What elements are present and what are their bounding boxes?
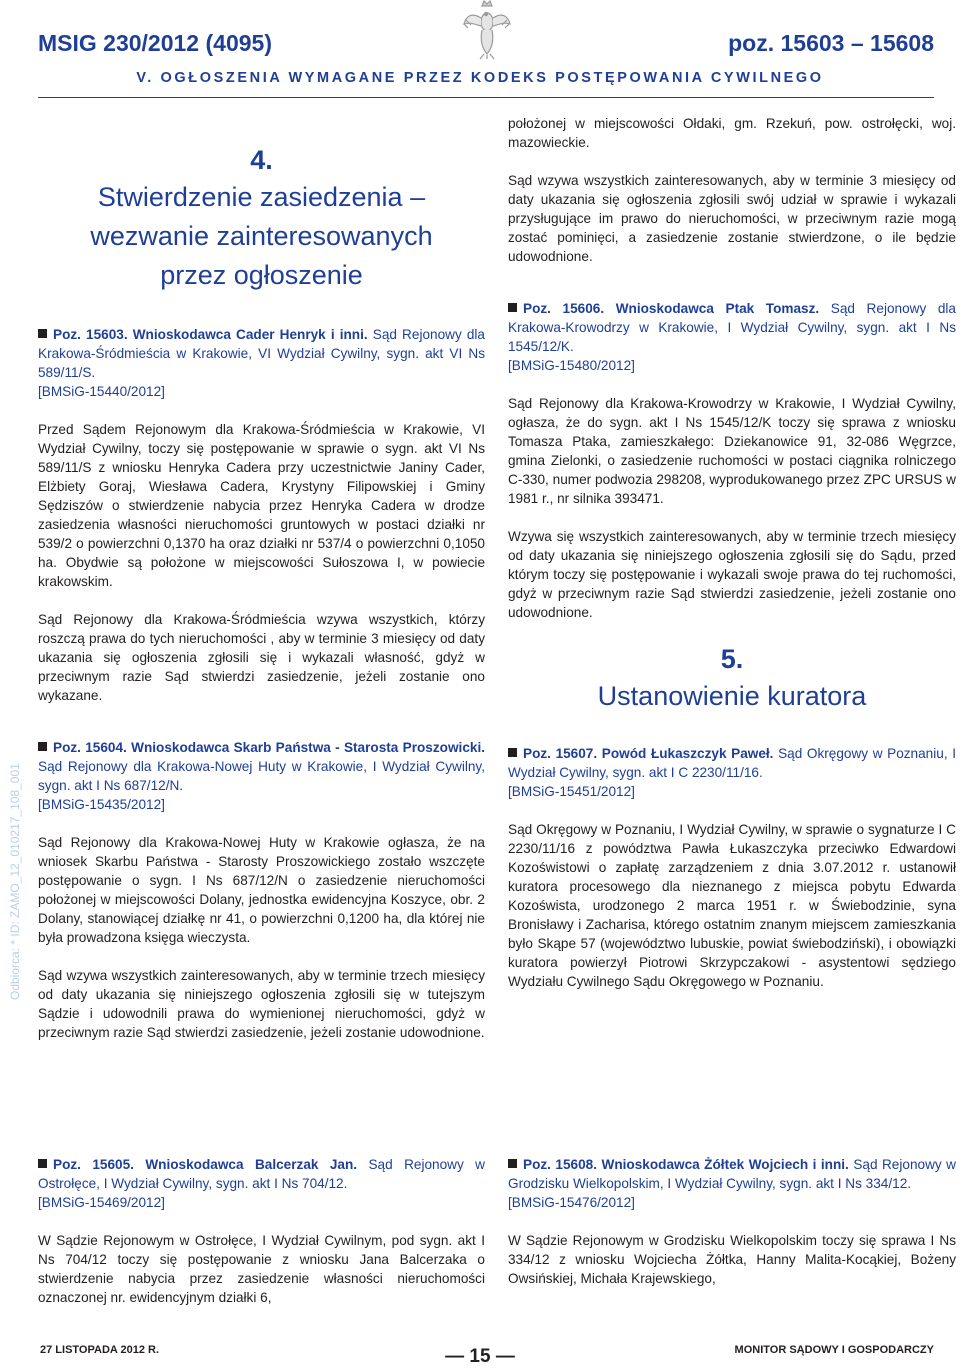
entry-15604-court: Sąd Rejonowy dla Krakowa-Nowej Huty w Krakowie, I Wydział Cywilny, sygn. akt I Ns 687/12/N. [38,759,485,793]
entry-15605-ref: [BMSiG-15469/2012] [38,1195,165,1210]
entry-15607-title: Poz. 15607. Powód Łukaszczyk Paweł. [523,746,774,761]
entry-15604-title: Poz. 15604. Wnioskodawca Skarb Państwa - Starosta Proszowicki. [53,740,485,755]
bullet-square-icon [38,1159,47,1168]
issue-date: 27 LISTOPADA 2012 R. [40,1344,160,1356]
journal-issue: MSIG 230/2012 (4095) [38,30,272,56]
left-column [38,142,485,1061]
entry-15607-ref: [BMSiG-15451/2012] [508,784,635,799]
entry-15605-text-1: W Sądzie Rejonowym w Ostrołęce, I Wydział Cywilnym, pod sygn. akt I Ns 704/12 toczy się postępowanie z wniosku Jana Balcerzaka o stwierdzenie nabycia przez zasiedzenie własności nieruchomości oznaczonej nr. ewidencyjnym działki 6, [38,1233,485,1305]
entry-15604-ref: [BMSiG-15435/2012] [38,797,165,812]
entry-15608-text-1: W Sądzie Rejonowym w Grodzisku Wielkopolskim toczy się sprawa I Ns 334/12 z wniosku Wojciecha Żółtka, Hanny Malita-Kocąkiej, Bożeny Owsińskiej, Michała Krajewskiego, [508,1233,956,1286]
section-heading: V. OGŁOSZENIA WYMAGANE PRZEZ KODEKS POSTĘPOWANIA CYWILNEGO [136,70,824,86]
section-4-heading [38,142,485,295]
page-number: — 15 — [445,1346,515,1367]
entry-15603-text-1: Przed Sądem Rejonowym dla Krakowa-Śródmieścia w Krakowie, VI Wydział Cywilny, toczy się postępowanie w sprawie o sygn. akt VI Ns 589/11/S z wniosku Henryka Cadera przy uczestnictwie Janiny Cader, Elżbiety Goraj, Wiesława Cadera, Krystyny Filipowskiej i Gminy Sędziszów o stwierdzenie nabycia przez Henryka Cadera w drodze zasiedzenia własności nieruchomości gruntowych w postaci działki nr 539/2 o powierzchni 0,1370 ha oraz działki nr 537/4 o powierzchni 0,1050 ha. Obydwie są położone w miejscowości Sułoszowa I, w powiecie krakowskim. [38,422,485,589]
entry-15606-ref: [BMSiG-15480/2012] [508,358,635,373]
entry-15607-court: Sąd Okręgowy w Poznaniu, I Wydział Cywilny, sygn. akt I C 2230/11/16. [508,746,956,780]
entry-15608-court: Sąd Rejonowy w Grodzisku Wielkopolskim, I Wydział Cywilny, sygn. akt I Ns 334/12. [508,1157,956,1191]
right-column [508,114,956,1010]
recipient-watermark: Odbiorca: * ID: ZAMO_12_010217_108_001 [8,763,22,1000]
entry-15605-continued-1: położonej w miejscowości Ołdaki, gm. Rzekuń, pow. ostrołęcki, woj. mazowieckie. [508,116,956,150]
entry-15608-title: Poz. 15608. Wnioskodawca Żółtek Wojciech i inni. [523,1157,849,1172]
entry-15607-head [508,744,956,782]
entry-15607-text-1: Sąd Okręgowy w Poznaniu, I Wydział Cywilny, w sprawie o sygnaturze I C 2230/11/16 z powództwa Pawła Łukaszczyka przeciwko Edwardowi Kozoświstowi o zapłatę zarządzeniem z dnia 3.07.2012 r. ustanowił kuratora procesowego dla nieznanego z miejsca pobytu Edwarda Kozośwista, urodzonego 2 marca 1951 r. w Świebodzinie, syna Bronisławy i Zacharisa, którego ostatnim znanym miejscem zamieszkania było Skąpe 57 (województwo lubuskie, powiat świebodziński), i obowiązki kuratora powierzył Piotrowi Skrzypczakowi - asystentowi sędziego Wydziału Cywilnego Sądu Okręgowego w Poznaniu. [508,822,956,989]
section-5-number: 5. [720,644,744,674]
entry-15605-continued-2: Sąd wzywa wszystkich zainteresowanych, aby w terminie 3 miesięcy od daty ukazania się ogłoszenia zgłosili swój udział w sprawie i wykazali przysługujące im prawo do nieruchomości, w przeciwnym razie mogą zostać pominięci, a zasiedzenie zostanie stwierdzone, o ile będzie udowodnione. [508,173,956,264]
bullet-square-icon [508,1159,517,1168]
entry-15608-ref: [BMSiG-15476/2012] [508,1195,635,1210]
entry-15608-head [508,1155,956,1193]
right-column-bottom [508,1155,956,1288]
entry-15606-title: Poz. 15606. Wnioskodawca Ptak Tomasz. [523,301,820,316]
entry-15605-head [38,1155,485,1193]
bullet-square-icon [38,742,47,751]
entry-15604-text-1: Sąd Rejonowy dla Krakowa-Nowej Huty w Krakowie ogłasza, że na wniosek Skarbu Państwa - Starosty Proszowickiego zostało wszczęte postępowanie o sygn. I Ns 687/12/N o zasiedzenie nieruchomości położonej w miejscowości Dolany, jednostka ewidencyjna Koszyce, obr. 2 Dolany, stanowiącej działkę nr 41, o powierzchni 0,1200 ha, dla której nie była prowadzona księga wieczysta. [38,835,485,945]
entry-15606-head [508,299,956,356]
entry-15606-text-1: Sąd Rejonowy dla Krakowa-Krowodrzy w Krakowie, I Wydział Cywilny, ogłasza, że do sygn. akt I Ns 1545/12/K toczy się sprawa z wniosku Tomasza Ptaka, zamieszkałego: Dziekanowice 91, 32-086 Węgrzce, gmina Zielonki, o zasiedzenie ruchomości w postaci ciągnika rolniczego C-330, numer podwozia 298208, wyprodukowanego przez ZPC URSUS w 1981 r., nr silnika 393471. [508,396,956,506]
entry-15605-court: Sąd Rejonowy w Ostrołęce, I Wydział Cywilny, sygn. akt I Ns 704/12. [38,1157,485,1191]
section-4-title-line-3: przez ogłoszenie [160,260,363,290]
entry-15603-court: Sąd Rejonowy dla Krakowa-Śródmieścia w Krakowie, VI Wydział Cywilny, sygn. akt VI Ns 589/11/S. [38,327,485,380]
entry-15603-text-2: Sąd Rejonowy dla Krakowa-Śródmieścia wzywa wszystkich, którzy roszczą prawa do tych nieruchomości , aby w terminie 3 miesięcy od daty ukazania się ogłoszenia zgłosili się i wykazali własność, gdyż w przeciwnym razie Sąd stwierdzi zasiedzenie, jeżeli zostanie ono wykazane. [38,612,485,703]
header-divider [38,97,934,98]
section-4-title-line-1: Stwierdzenie zasiedzenia – [97,182,426,212]
bullet-square-icon [38,329,47,338]
bullet-square-icon [508,303,517,312]
left-column-bottom [38,1155,485,1307]
section-5-title: Ustanowienie kuratora [597,681,867,711]
section-4-title-line-2: wezwanie zainteresowanych [90,221,433,251]
publisher-name: MONITOR SĄDOWY I GOSPODARCZY [734,1344,934,1356]
entry-15604-text-2: Sąd wzywa wszystkich zainteresowanych, aby w terminie trzech miesięcy od daty ukazania się niniejszego ogłoszenia zgłosili się w tutejszym Sądzie i udowodnili prawa do wymienionej nieruchomości, gdyż w przeciwnym razie Sąd stwierdzi zasiedzenie, jeżeli zostanie udowodnione. [38,968,485,1040]
entry-15605-title: Poz. 15605. Wnioskodawca Balcerzak Jan. [53,1157,358,1172]
entry-15604-head [38,738,485,795]
entry-15603-head [38,325,485,382]
polish-eagle-emblem-icon [462,0,512,60]
entry-15606-court: Sąd Rejonowy dla Krakowa-Krowodrzy w Krakowie, I Wydział Cywilny, sygn. akt I Ns 1545/12/K. [508,301,956,354]
section-4-number: 4. [250,145,273,175]
section-5-heading [508,641,956,716]
entry-15603-title: Poz. 15603. Wnioskodawca Cader Henryk i inni. [53,327,368,342]
bullet-square-icon [508,748,517,757]
entry-15606-text-2: Wzywa się wszystkich zainteresowanych, aby w terminie trzech miesięcy od daty ukazania się niniejszego ogłoszenia zgłosili się do Sądu, przed którym toczy się postępowanie i wykazali swoje prawa do tej ruchomości, gdyż w przeciwnym razie Sąd stwierdzi zasiedzenie, jeżeli zostanie ono udowodnione. [508,529,956,620]
positions-range: poz. 15603 – 15608 [728,30,934,56]
entry-15603-ref: [BMSiG-15440/2012] [38,384,165,399]
